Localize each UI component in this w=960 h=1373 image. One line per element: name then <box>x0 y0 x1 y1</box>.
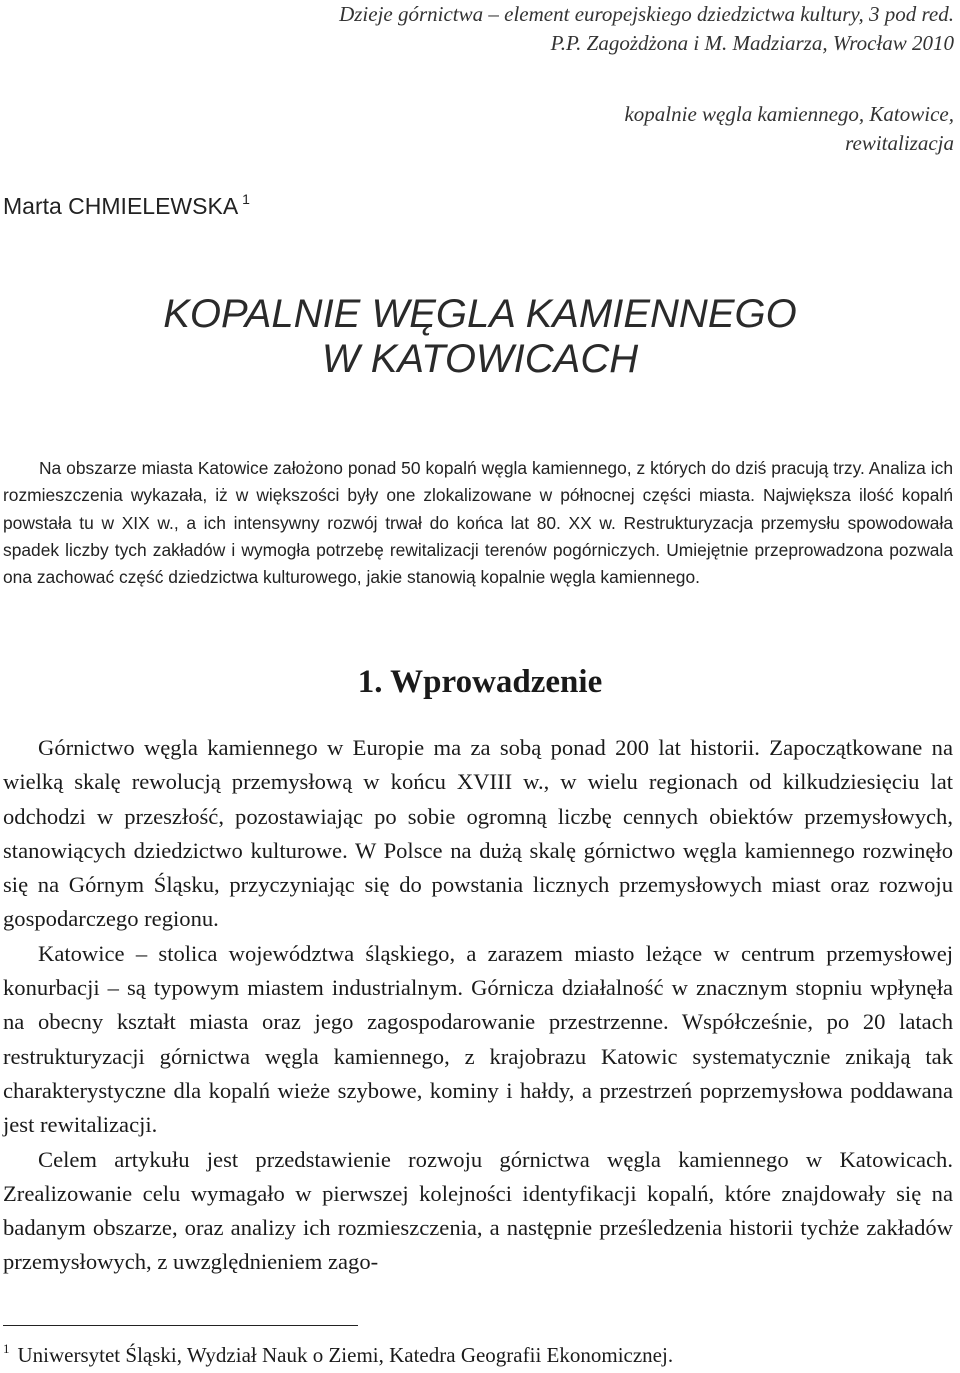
paragraph: Celem artykułu jest przedstawienie rozwoju górnictwa węgla kamiennego w Katowicach. Zrealizowanie celu wymagało w pierwszej kolejności identyfikacji kopalń, które znajdowały się na badanym obszarze, oraz analizy ich rozmieszczenia, a następnie prześledzenia historii tychże zakładów przemysłowych, z uwzględnieniem zago- <box>3 1146 953 1275</box>
author <box>3 183 250 222</box>
paragraph: Górnictwo węgla kamiennego w Europie ma za sobą ponad 200 lat historii. Zapoczątkowane na wielką skalę rewolucją przemysłową w końcu XVIII w., w wielu regionach od kilkudziesięciu lat odchodzi w przeszłość, pozostawiając po sobie ogromną liczbę cennych obiektów przemysłowych, stanowiących dziedzictwo kulturowe. W Polsce na dużą skalę górnictwo węgla kamiennego rozwinęło się na Górnym Śląsku, przyczyniając się do powstania licznych przemysłowych miast oraz rozwoju gospodarczego regionu. <box>3 735 953 932</box>
abstract <box>3 455 953 591</box>
footnote-mark: 1 <box>3 1341 10 1356</box>
author-footnote-mark: 1 <box>242 191 250 207</box>
book-reference: Dzieje górnictwa – element europejskiego dziedzictwa kultury, 3 pod red. P.P. Zagożdżona i M. Madziarza, Wrocław 2010 <box>339 2 954 55</box>
keywords: kopalnie węgla kamiennego, Katowice, rewitalizacja <box>624 102 954 155</box>
footnote <box>3 1331 953 1373</box>
abstract-text: Na obszarze miasta Katowice założono ponad 50 kopalń węgla kamiennego, z których do dziś pracują trzy. Analiza ich rozmieszczenia wykazała, iż w większości były one zlokalizowane w północnej części miasta. Największa ilość kopalń powstała tu w XIX w., a ich intensywny rozwój trwał do końca lat 80. XX w. Restrukturyzacja przemysłu spowodowała spadek liczby tych zakładów i wymogła potrzebę rewitalizacji terenów pogórniczych. Umiejętnie przeprowadzona pozwala ona zachować część dziedzictwa kulturowego, jakie stanowią kopalnie węgla kamiennego. <box>3 458 953 588</box>
body-text <box>3 731 953 1280</box>
article-title-line-2: W KATOWICACH <box>321 337 639 381</box>
author-name: Marta CHMIELEWSKA <box>3 193 239 219</box>
section-heading: 1. Wprowadzenie <box>357 664 603 700</box>
paragraph: Katowice – stolica województwa śląskiego, a zarazem miasto leżące w centrum przemysłowej konurbacji – są typowym miastem industrialnym. Górnicza działalność w znacznym stopniu wpłynęła na obecny kształt miasta oraz jego zagospodarowanie przestrzenne. Współcześnie, po 20 latach restrukturyzacji górnictwa węgla kamiennego, z krajobrazu Katowic systematycznie znikają tak charakterystyczne dla kopalń wieże szybowe, kominy i hałdy, a przestrzeń poprzemysłowa poddawana jest rewitalizacji. <box>3 940 953 1138</box>
footnote-text: Uniwersytet Śląski, Wydział Nauk o Ziemi, Katedra Geografii Ekonomicznej. <box>17 1343 674 1367</box>
footnote-separator <box>3 1325 358 1326</box>
article-title <box>0 292 960 382</box>
article-title-line-1: KOPALNIE WĘGLA KAMIENNEGO <box>163 292 797 336</box>
